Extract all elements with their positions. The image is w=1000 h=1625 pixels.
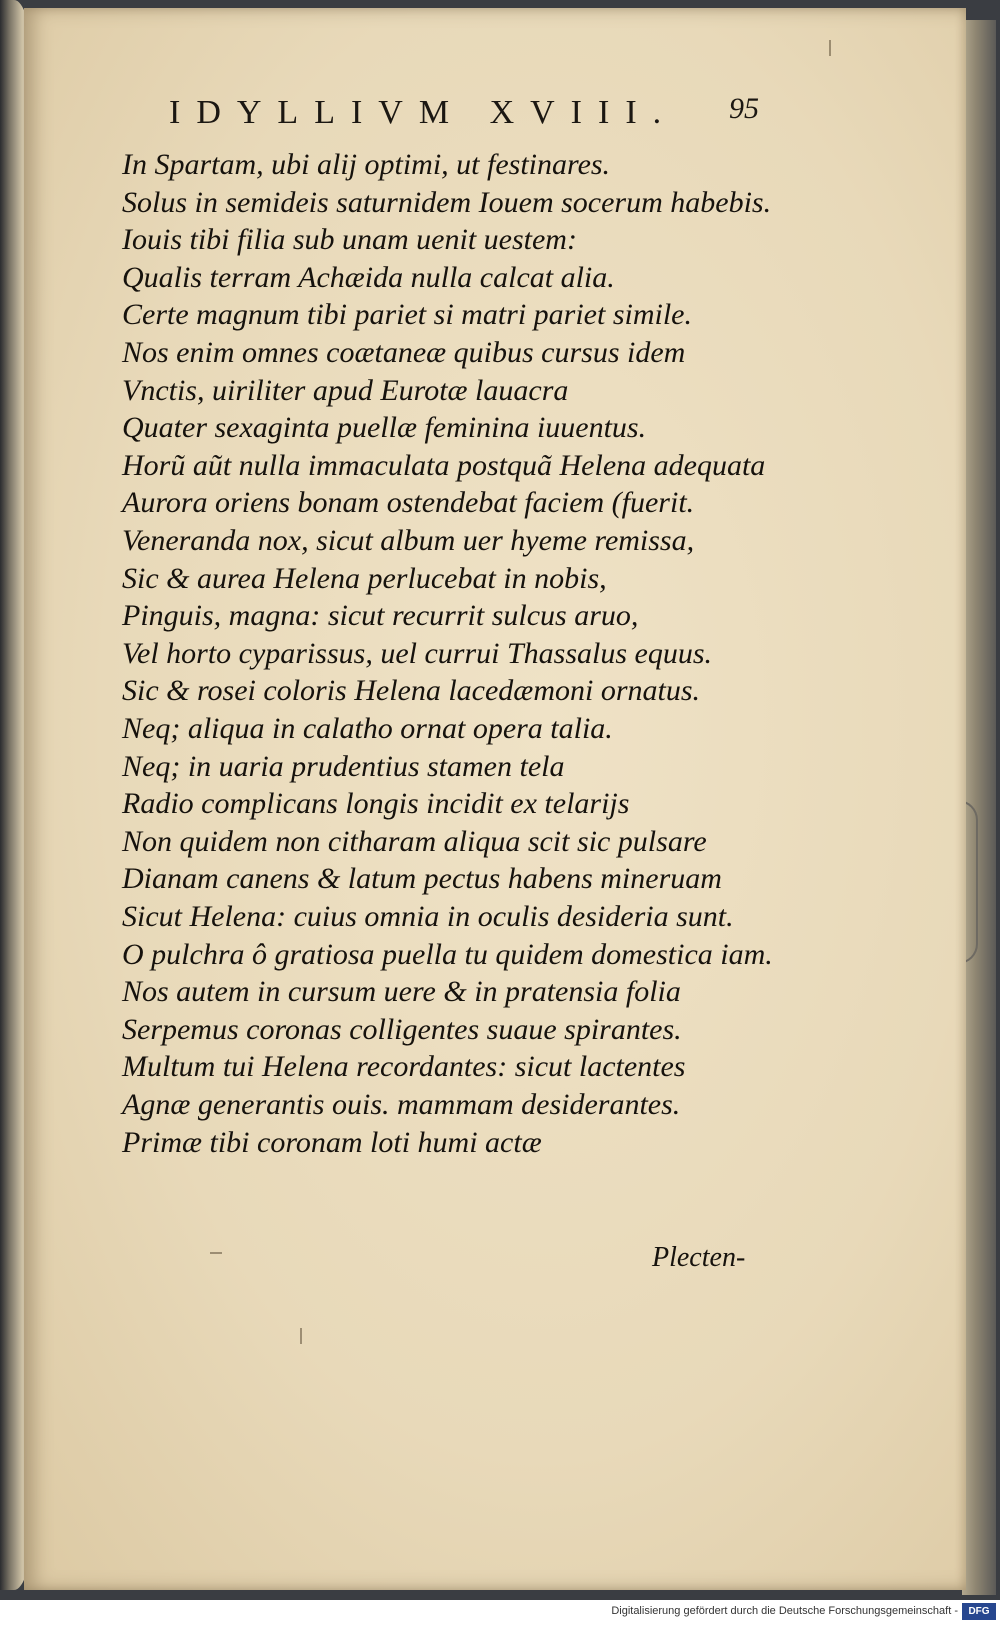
verse-line: Neq; in uaria prudentius stamen tela [122, 749, 565, 783]
paper-speck [300, 1328, 302, 1344]
verse-line: Quater sexaginta puellæ feminina iuuentus. [122, 411, 647, 445]
verse-line: Horũ aũt nulla immaculata postquã Helena adequata [122, 448, 766, 482]
digitization-footer [0, 1600, 1000, 1625]
verse-line: Sic & aurea Helena perlucebat in nobis, [122, 561, 607, 595]
verse-line: Non quidem non citharam aliqua scit sic pulsare [122, 824, 707, 858]
verse-line: Vel horto cyparissus, uel currui Thassalus equus. [122, 636, 713, 670]
page-number: 95 [729, 92, 759, 125]
verse-line: Dianam canens & latum pectus habens mineruam [122, 862, 722, 896]
verse-line: Primæ tibi coronam loti humi actæ [122, 1125, 542, 1159]
verse-line: Nos autem in cursum uere & in pratensia folia [122, 975, 681, 1009]
verse-line: Certe magnum tibi pariet si matri pariet simile. [122, 298, 692, 332]
verse-line: Multum tui Helena recordantes: sicut lactentes [122, 1050, 686, 1084]
verse-line: O pulchra ô gratiosa puella tu quidem domestica iam. [122, 937, 773, 971]
verse-line: Sic & rosei coloris Helena lacedæmoni ornatus. [122, 674, 700, 708]
verse-line: In Spartam, ubi alij optimi, ut festinares. [122, 148, 611, 181]
verse-line: Iouis tibi filia sub unam uenit uestem: [122, 223, 577, 257]
verse-line: Sicut Helena: cuius omnia in oculis desideria sunt. [122, 900, 734, 933]
running-head: IDYLLIVM XVIII. [169, 94, 678, 131]
verse-line: Pinguis, magna: sicut recurrit sulcus aruo, [122, 599, 639, 633]
verse-line: Aurora oriens bonam ostendebat faciem (fuerit. [122, 486, 695, 520]
verse-line: Veneranda nox, sicut album uer hyeme remissa, [122, 524, 695, 557]
verse-line: Agnæ generantis ouis. mammam desiderantes. [122, 1088, 681, 1121]
paper-speck [829, 40, 831, 56]
paper-speck [210, 1252, 222, 1254]
book-page [24, 8, 966, 1590]
funding-credit: Digitalisierung gefördert durch die Deutsche Forschungsgemeinschaft - [611, 1605, 958, 1617]
verse-line: Solus in semideis saturnidem Iouem socerum habebis. [122, 185, 772, 219]
verse-line: Neq; aliqua in calatho ornat opera talia. [122, 712, 613, 745]
verse-line: Radio complicans longis incidit ex telarijs [122, 787, 630, 821]
dfg-logo: DFG [962, 1603, 996, 1620]
verse-line: Qualis terram Achæida nulla calcat alia. [122, 260, 615, 294]
catchword: Plecten- [652, 1242, 746, 1273]
verse-line: Nos enim omnes coætaneæ quibus cursus idem [122, 336, 686, 369]
verse-line: Serpemus coronas colligentes suaue spirantes. [122, 1012, 682, 1046]
verse-line: Vnctis, uiriliter apud Eurotæ lauacra [122, 373, 569, 407]
